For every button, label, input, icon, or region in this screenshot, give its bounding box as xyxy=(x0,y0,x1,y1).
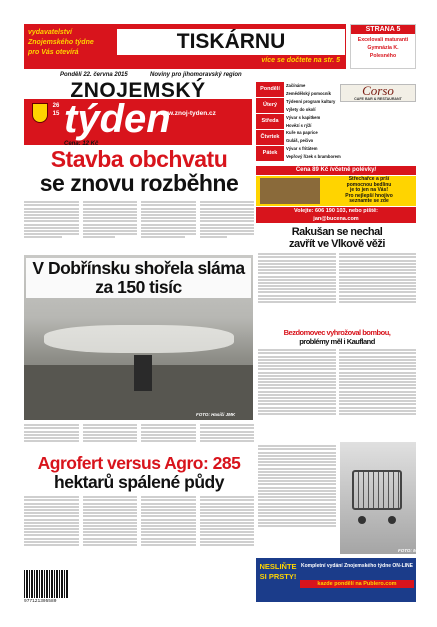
region-tagline: Noviny pro jihomoravský region xyxy=(150,72,242,78)
issue-year: 15 xyxy=(52,111,60,117)
corso-promo-image xyxy=(260,178,320,204)
article-obchvat-text xyxy=(24,200,254,252)
bottom-ad-left: NESLIŇTE SI PRSTY! xyxy=(259,562,297,581)
corso-contact[interactable] xyxy=(256,207,416,223)
promo-line2: Znojemského týdne xyxy=(28,39,94,46)
photo-credit-2: FOTO: MI xyxy=(398,548,419,553)
corso-logo[interactable] xyxy=(340,84,416,102)
promo-text-block xyxy=(28,28,116,58)
main-headline-line2: se znovu rozběhne xyxy=(39,170,239,196)
schedule-line: Výlety do okolí xyxy=(286,106,316,112)
rakusan-line1: Rakušan se nechal xyxy=(291,226,383,238)
barcode-icon xyxy=(24,570,68,598)
day-thursday: Čtvrtek xyxy=(256,130,284,145)
corso-promo-line: je to jen na Vás! xyxy=(349,187,389,194)
bottom-ad[interactable] xyxy=(256,558,416,602)
teaser-line3: Polesného xyxy=(369,53,397,59)
strana-label: STRANA 5 xyxy=(351,25,415,34)
rakusan-headline[interactable] xyxy=(258,226,416,250)
corso-email: jan@bucena.com xyxy=(313,216,359,222)
article-bezdomovec-text xyxy=(258,348,416,442)
day-monday: Pondělí xyxy=(256,82,284,97)
page5-teaser[interactable] xyxy=(350,24,416,69)
corso-sub: CAFE BAR & RESTAURANT xyxy=(354,97,402,101)
masthead-tyden-title: týden xyxy=(64,97,171,141)
corso-promo xyxy=(256,176,416,206)
schedule-line: Kuře na paprice xyxy=(286,130,318,136)
coat-of-arms-icon xyxy=(32,103,48,123)
agro-headline[interactable] xyxy=(24,454,254,492)
schedule-line: Hovězí s rýží xyxy=(286,122,312,128)
price-label: Cena: 12 Kč xyxy=(64,141,99,147)
tiskarnu-title: TISKÁRNU xyxy=(117,29,345,55)
day-tuesday: Úterý xyxy=(256,98,284,113)
article-rakusan-text xyxy=(258,252,416,324)
corso-promo-line: seznamte se zde xyxy=(349,198,389,205)
schedule-line: Týdenní program kultury xyxy=(286,98,336,104)
bezdomovec-line1: Bezdomovec vyhrožoval bombou, xyxy=(283,328,391,337)
bezdomovec-line2: problémy měl i Kaufland xyxy=(299,337,375,346)
sidebar-photo xyxy=(340,442,419,554)
schedule-line: Začínáme xyxy=(286,83,306,88)
schedule-line: Vývar s kapitkem xyxy=(286,114,321,120)
corso-promo-line: pomocnou bedlinu xyxy=(346,181,392,188)
website-url[interactable]: www.znoj-tyden.cz xyxy=(158,110,216,117)
photo-credit-1: FOTO: Hasiči JMK xyxy=(196,412,236,417)
agro-headline-line2: hektarů spálené půdy xyxy=(54,472,224,492)
teaser-line1: Excelovali maturanti xyxy=(357,37,409,43)
more-info-text: více se dočtete na str. 5 xyxy=(261,57,340,64)
teaser-line2: Gymnázia K. xyxy=(367,45,399,51)
promo-line1: vydavatelství xyxy=(28,29,72,36)
corso-price: Cena 89 Kč /včetně polévky/ xyxy=(256,166,416,175)
corso-promo-line: Střechařce a prší xyxy=(348,176,390,182)
schedule-line: Guláš, pečivo xyxy=(286,138,314,144)
article-sidebar-extra xyxy=(258,444,336,554)
corso-name: Corso xyxy=(362,83,394,98)
barcode-number: 977121305580 xyxy=(24,599,57,604)
rakusan-line2: zavřít ve Vlkově věži xyxy=(289,238,385,250)
day-friday: Pátek xyxy=(256,146,284,161)
corso-phone: Volejte: 606 190 103, nebo piště: xyxy=(294,208,378,214)
article-fire-text xyxy=(24,423,254,453)
schedule-line: Vepřový řízek s bramborem xyxy=(286,154,341,160)
masthead-top-title: ZNOJEMSKÝ xyxy=(24,80,252,101)
main-headline-line1: Stavba obchvatu xyxy=(50,146,228,172)
bezdomovec-headline[interactable] xyxy=(258,328,416,346)
issue-num: 26 xyxy=(52,103,60,109)
fire-headline[interactable]: V Dobřínsku shořela sláma za 150 tisíc xyxy=(26,258,251,298)
issue-number xyxy=(50,102,62,118)
promo-line3: pro Vás otevírá xyxy=(28,49,79,56)
day-wednesday: Středa xyxy=(256,114,284,129)
schedule-line: Zemědělský pomocník xyxy=(286,90,331,96)
corso-promo-line: Pro nejlepší hnojivo xyxy=(345,192,393,199)
issue-date: Pondělí 22. června 2015 xyxy=(60,72,128,78)
main-headline[interactable] xyxy=(24,147,254,195)
schedule-line: Vývar s fritátem xyxy=(286,146,318,152)
bottom-ad-right1: Kompletní vydání Znojemského týdne ON-LINE xyxy=(301,563,413,569)
agro-headline-line1: Agrofert versus Agro: 285 xyxy=(37,453,241,473)
bottom-ad-right2: kazde pondělí na Publero.com xyxy=(300,580,414,588)
